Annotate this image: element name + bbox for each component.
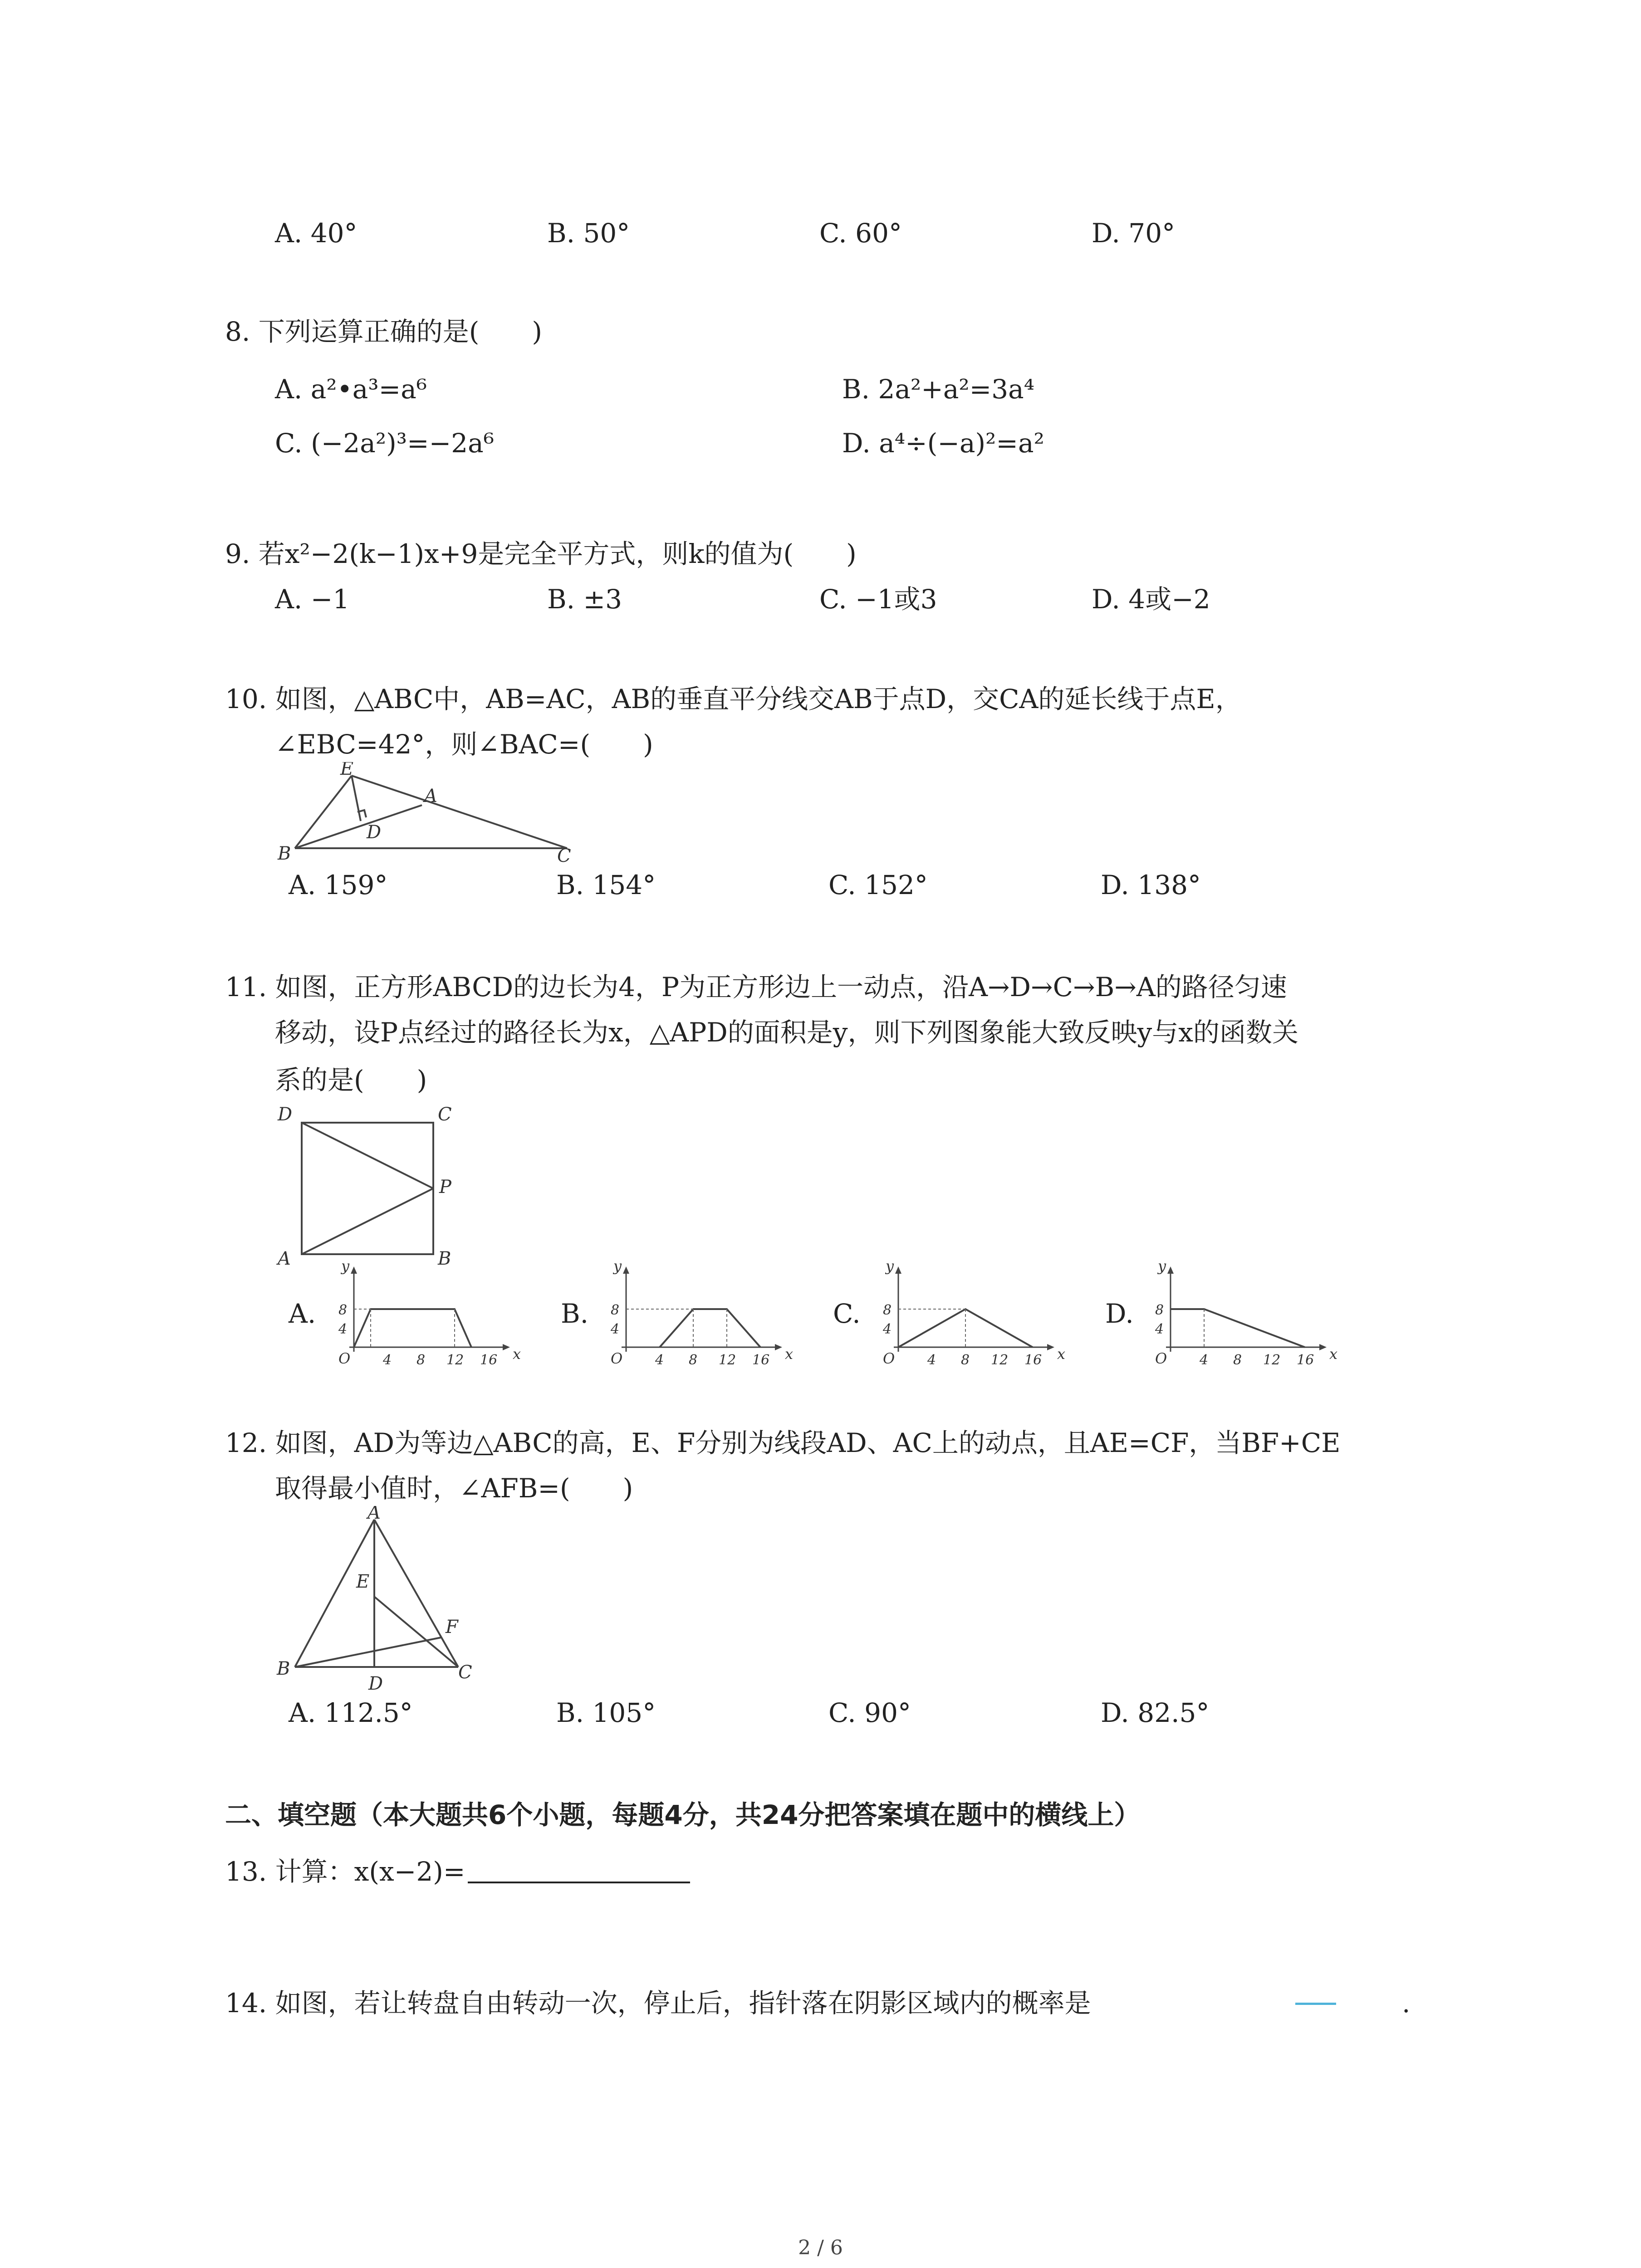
- x-tick-label: 12: [446, 1352, 464, 1368]
- q10-stem-line1: 10. 如图，△ABC中，AB=AC，AB的垂直平分线交AB于点D，交CA的延长线于点E，: [225, 684, 1242, 714]
- q9-stem: 9. 若x²−2(k−1)x+9是完全平方式，则k的值为( ): [225, 538, 857, 569]
- q12-option-d: D. 82.5°: [1101, 1697, 1210, 1728]
- q12-stem-line1: 12. 如图，AD为等边△ABC的高，E、F分别为线段AD、AC上的动点，且AE=CF，当BF+CE: [225, 1427, 1341, 1458]
- x-tick-label: 12: [991, 1352, 1009, 1368]
- q10-label-c: C: [557, 846, 571, 866]
- q11-stem-line1: 11. 如图，正方形ABCD的边长为4，P为正方形边上一动点，沿A→D→C→B→A的路径匀速: [225, 972, 1287, 1002]
- q8-option-a: A. a²•a³=a⁶: [275, 374, 427, 405]
- q13-question: [225, 1855, 690, 1888]
- x-tick-label: 4: [927, 1352, 936, 1368]
- q11-label-d: D: [278, 1104, 293, 1125]
- y-axis-label: y: [613, 1261, 622, 1275]
- q10-stem-line2: ∠EBC=42°，则∠BAC=( ): [275, 729, 653, 760]
- origin-label: O: [338, 1350, 351, 1367]
- x-axis-label: x: [785, 1345, 794, 1363]
- x-tick-label: 16: [1297, 1352, 1314, 1368]
- x-tick-label: 16: [1024, 1352, 1042, 1368]
- q13-text: 13. 计算：x(x−2)=: [225, 1856, 465, 1887]
- origin-label: O: [883, 1350, 895, 1367]
- y-tick-label: 8: [883, 1302, 892, 1318]
- q11-stem-line3: 系的是( ): [275, 1065, 427, 1095]
- y-tick-label: 4: [611, 1321, 620, 1337]
- q10-option-b: B. 154°: [556, 870, 656, 900]
- q12-label-f: F: [446, 1617, 458, 1637]
- q8-option-d: D. a⁴÷(−a)²=a²: [842, 428, 1044, 459]
- x-tick-label: 4: [383, 1352, 392, 1368]
- y-tick-label: 4: [1155, 1321, 1164, 1337]
- x-tick-label: 16: [752, 1352, 770, 1368]
- function-line: [1171, 1309, 1305, 1347]
- q7-option-d: D. 70°: [1092, 218, 1176, 249]
- origin-label: O: [1155, 1350, 1167, 1367]
- q10-label-d: D: [367, 822, 382, 843]
- q12-option-a: A. 112.5°: [289, 1697, 413, 1728]
- q11-label-b: B: [438, 1248, 451, 1266]
- x-tick-label: 12: [1263, 1352, 1281, 1368]
- function-line: [660, 1309, 760, 1347]
- q12-stem-line2: 取得最小值时，∠AFB=( ): [275, 1473, 633, 1504]
- q14-answer-mark[interactable]: [1295, 2003, 1336, 2005]
- x-tick-label: 8: [416, 1352, 426, 1368]
- q7-option-a: A. 40°: [275, 218, 358, 249]
- x-axis-arrow: [1319, 1344, 1327, 1350]
- q9-option-c: C. −1或3: [819, 584, 937, 615]
- q13-answer-blank[interactable]: [468, 1856, 690, 1883]
- q10-option-c: C. 152°: [828, 870, 928, 900]
- q11-graph-label-a: A.: [289, 1298, 316, 1329]
- x-tick-label: 4: [655, 1352, 664, 1368]
- q12-label-e: E: [356, 1571, 370, 1592]
- x-tick-label: 8: [689, 1352, 698, 1368]
- y-tick-label: 8: [1155, 1302, 1164, 1318]
- y-tick-label: 8: [338, 1302, 348, 1318]
- q14-period: .: [1402, 1988, 1411, 2019]
- q11-label-p: P: [439, 1177, 451, 1198]
- q10-label-a: A: [424, 786, 437, 807]
- q11-label-c: C: [438, 1104, 452, 1125]
- q11-graph-d: [1148, 1261, 1357, 1370]
- y-axis-label: y: [341, 1261, 350, 1275]
- q12-label-a: A: [367, 1506, 381, 1523]
- q12-triangle-figure: [272, 1506, 481, 1696]
- q7-option-b: B. 50°: [547, 218, 630, 249]
- x-axis-label: x: [513, 1345, 521, 1363]
- q9-option-d: D. 4或−2: [1092, 584, 1210, 615]
- q14-text: 14. 如图，若让转盘自由转动一次，停止后，指针落在阴影区域内的概率是: [225, 1988, 1091, 2019]
- q10-label-b: B: [278, 843, 291, 864]
- x-axis-arrow: [1047, 1344, 1054, 1350]
- q10-triangle-figure: [272, 762, 590, 866]
- y-axis-label: y: [1158, 1261, 1166, 1275]
- y-tick-label: 4: [338, 1321, 348, 1337]
- q11-stem-line2: 移动，设P点经过的路径长为x，△APD的面积是y，则下列图象能大致反映y与x的函数关: [275, 1017, 1298, 1048]
- q8-option-c: C. (−2a²)³=−2a⁶: [275, 428, 494, 459]
- q12-option-b: B. 105°: [556, 1697, 656, 1728]
- x-axis-arrow: [503, 1344, 510, 1350]
- x-tick-label: 12: [719, 1352, 736, 1368]
- x-axis-label: x: [1329, 1345, 1338, 1363]
- y-tick-label: 4: [883, 1321, 892, 1337]
- q8-option-b: B. 2a²+a²=3a⁴: [842, 374, 1034, 405]
- q11-graph-label-c: C.: [833, 1298, 861, 1329]
- q11-graph-label-b: B.: [561, 1298, 589, 1329]
- q11-graph-c: [876, 1261, 1084, 1370]
- x-tick-label: 8: [1233, 1352, 1242, 1368]
- y-axis-arrow: [623, 1266, 629, 1274]
- q11-label-a: A: [278, 1248, 291, 1266]
- y-axis-arrow: [895, 1266, 901, 1274]
- q10-option-d: D. 138°: [1101, 870, 1201, 900]
- q9-option-b: B. ±3: [547, 584, 622, 615]
- q11-graph-a: [331, 1261, 540, 1370]
- q12-label-b: B: [277, 1658, 290, 1679]
- section2-heading: 二、填空题（本大题共6个小题，每题4分，共24分把答案填在题中的横线上）: [225, 1799, 1141, 1830]
- q11-graph-label-d: D.: [1105, 1298, 1134, 1329]
- x-tick-label: 8: [961, 1352, 970, 1368]
- q8-stem: 8. 下列运算正确的是( ): [225, 316, 543, 347]
- q11-square-figure: [272, 1102, 472, 1266]
- q10-option-a: A. 159°: [289, 870, 388, 900]
- x-tick-label: 16: [480, 1352, 498, 1368]
- y-axis-label: y: [886, 1261, 894, 1275]
- x-tick-label: 4: [1200, 1352, 1209, 1368]
- y-tick-label: 8: [611, 1302, 620, 1318]
- y-axis-arrow: [1167, 1266, 1174, 1274]
- q7-option-c: C. 60°: [819, 218, 902, 249]
- q11-graph-b: [603, 1261, 812, 1370]
- x-axis-arrow: [775, 1344, 782, 1350]
- q12-label-c: C: [458, 1662, 472, 1683]
- q9-option-a: A. −1: [275, 584, 350, 615]
- y-axis-arrow: [351, 1266, 357, 1274]
- q12-option-c: C. 90°: [828, 1697, 911, 1728]
- function-line: [354, 1309, 471, 1347]
- q10-label-e: E: [340, 762, 354, 779]
- q12-label-d: D: [368, 1673, 383, 1694]
- page-number: 2 / 6: [798, 2236, 843, 2259]
- x-axis-label: x: [1057, 1345, 1066, 1363]
- origin-label: O: [611, 1350, 623, 1367]
